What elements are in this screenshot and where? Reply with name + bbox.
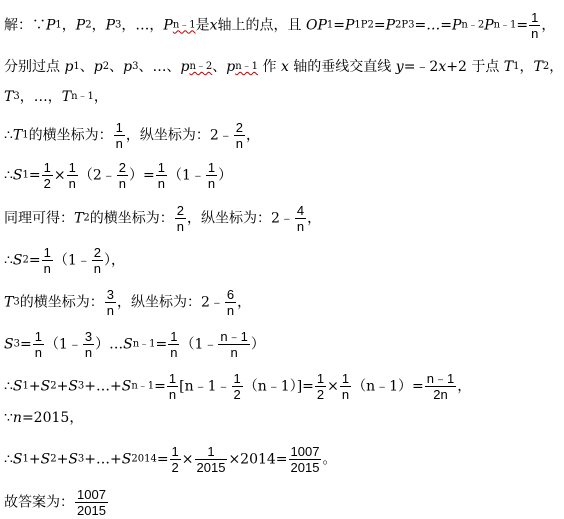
line-3: T3，…，Tn﹣1，: [4, 89, 108, 105]
fraction: $\frac{3}{n}$: [84, 329, 93, 360]
fraction: $\frac{1}{n}$: [168, 371, 177, 402]
line-4: ∴T1的横坐标为： $\frac{1}{n}$ ，纵坐标为：2﹣ $\frac{2}{n}$ ，: [4, 120, 261, 151]
line-5: ∴S1= $\frac{1}{2}$ × $\frac{1}{n}$ （2﹣ $\frac{2}{n}$ ）= $\frac{1}{n}$ （1﹣ $\frac{1}{n}$ ）: [4, 160, 233, 191]
line-11: ∵n=2015，: [4, 410, 84, 426]
fraction: $\frac{1}{2}$: [171, 444, 179, 475]
line-10: ∴S1+S2+S3+…+Sn﹣1= $\frac{1}{n}$ [n﹣1﹣ $\frac{1}{2}$ （n﹣1）]= $\frac{1}{2}$ × $\frac{1}{n}$ （n﹣1）= $\frac{n﹣1}{2n}$ ，: [4, 371, 472, 402]
fraction: $\frac{2}{n}$: [118, 160, 126, 191]
line-8: T3的横坐标为： $\frac{3}{n}$ ，纵坐标为：2﹣ $\frac{6}{n}$ ，: [4, 287, 252, 318]
fraction: $\frac{1}{n}$: [341, 371, 350, 402]
fraction: $\frac{1007}{2015}$: [290, 444, 320, 475]
fraction: $\frac{6}{n}$: [226, 287, 235, 318]
fraction: $\frac{1}{2}$: [233, 371, 241, 402]
line-13: 故答案为： $\frac{1007}{2015}$: [4, 487, 106, 518]
line-7: ∴S2= $\frac{1}{n}$ （1﹣ $\frac{2}{n}$ ），: [4, 245, 126, 276]
line-12: ∴S1+S2+S3+…+S2014= $\frac{1}{2}$ × $\frac{1}{2015}$ ×2014= $\frac{1007}{2015}$ 。: [4, 444, 337, 475]
line-6: 同理可得：T2的横坐标为： $\frac{2}{n}$ ，纵坐标为：2﹣ $\frac{4}{n}$ ，: [4, 203, 322, 234]
fraction: $\frac{1}{n}$: [157, 160, 165, 191]
line-9: S3= $\frac{1}{n}$ （1﹣ $\frac{3}{n}$ ）…Sn﹣1= $\frac{1}{n}$ （1﹣ $\frac{n﹣1}{n}$ ）: [4, 329, 265, 360]
fraction: $\frac{1}{2}$: [316, 371, 325, 402]
fraction: $\frac{1}{n}$: [531, 10, 539, 41]
answer-fraction: $\frac{1007}{2015}$: [77, 487, 106, 518]
fraction: $\frac{1}{n}$: [43, 245, 51, 276]
fraction: $\frac{2}{n}$: [93, 245, 102, 276]
fraction: $\frac{1}{n}$: [34, 329, 42, 360]
fraction: $\frac{1}{n}$: [170, 329, 178, 360]
fraction: $\frac{4}{n}$: [296, 203, 305, 234]
line-1: 解：∵P1，P2，P3，…，Pn﹣1是x轴上的点，且 OP1=P1P2=P2P3=…=Pn﹣2Pn﹣1= $\frac{1}{n}$ ，: [4, 10, 556, 41]
fraction: $\frac{1}{2015}$: [196, 444, 226, 475]
solution-document: [4, 0, 564, 519]
fraction: $\frac{3}{n}$: [106, 287, 114, 318]
fraction: $\frac{2}{n}$: [176, 203, 184, 234]
fraction: $\frac{n﹣1}{2n}$: [426, 371, 455, 402]
fraction: $\frac{2}{n}$: [235, 120, 244, 151]
fraction: $\frac{1}{2}$: [43, 160, 51, 191]
line-2: 分别过点 p1、p2、p3、…、pn﹣2、pn﹣1 作 x 轴的垂线交直线 y=﹣2x+2 于点 T1，T2，: [4, 59, 564, 75]
fraction: $\frac{1}{n}$: [68, 160, 76, 191]
fraction: $\frac{1}{n}$: [115, 120, 123, 151]
fraction: $\frac{n﹣1}{n}$: [220, 329, 248, 360]
fraction: $\frac{1}{n}$: [207, 160, 216, 191]
